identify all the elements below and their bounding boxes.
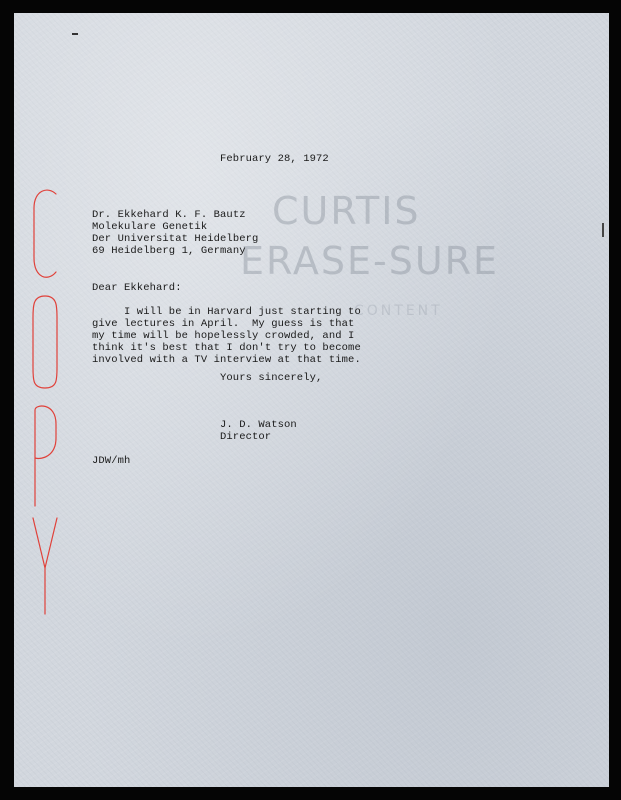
signer-title: Director — [220, 431, 272, 443]
watermark-curtis: CURTIS — [272, 189, 421, 233]
letter-date: February 28, 1972 — [220, 153, 329, 165]
typist-initials: JDW/mh — [92, 455, 131, 467]
letter-page — [14, 13, 609, 787]
body-line: my time will be hopelessly crowded, and I — [92, 330, 355, 342]
closing: Yours sincerely, — [220, 372, 323, 384]
corner-mark — [72, 33, 78, 35]
copy-stamp-graphic — [28, 188, 62, 618]
recipient-department: Molekulare Genetik — [92, 221, 208, 233]
body-line: I will be in Harvard just starting to — [92, 306, 361, 318]
copy-stamp — [28, 188, 62, 618]
edge-mark — [602, 223, 604, 237]
recipient-name: Dr. Ekkehard K. F. Bautz — [92, 209, 246, 221]
stamp-letter-p — [35, 406, 56, 506]
recipient-institution: Der Universitat Heidelberg — [92, 233, 259, 245]
watermark-content: CONTENT — [354, 303, 443, 319]
body-line: think it's best that I don't try to become — [92, 342, 361, 354]
salutation: Dear Ekkehard: — [92, 282, 182, 294]
watermark-erase-sure: ERASE-SURE — [240, 239, 500, 283]
stamp-letter-c — [34, 190, 56, 277]
stamp-letter-o — [33, 296, 57, 388]
recipient-city: 69 Heidelberg 1, Germany — [92, 245, 246, 257]
stamp-letter-y — [33, 518, 57, 614]
body-line: give lectures in April. My guess is that — [92, 318, 355, 330]
body-line: involved with a TV interview at that time. — [92, 354, 361, 366]
signer-name: J. D. Watson — [220, 419, 297, 431]
